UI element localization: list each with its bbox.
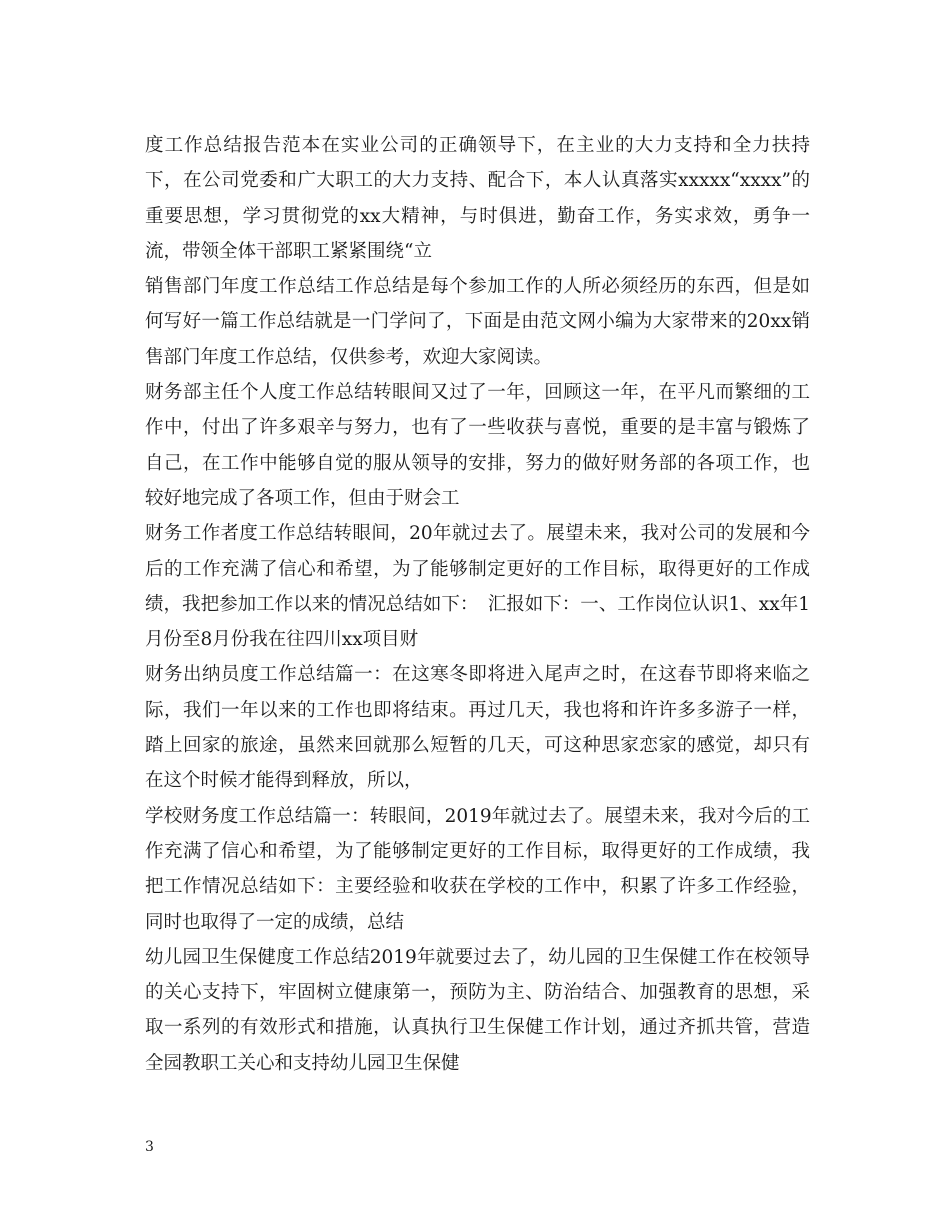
page-number: 3 [145,1139,154,1155]
document-body [145,128,810,1081]
paragraph-6: 学校财务度工作总结篇一：转眼间，2019年就过去了。展望未来，我对今后的工作充满了信心和希望，为了能够制定更好的工作目标，取得更好的工作成绩，我把工作情况总结如下：主要经验和收获在学校的工作中，积累了许多工作经验，同时也取得了一定的成绩，总结 [145,805,810,933]
paragraph-1: 度工作总结报告范本在实业公司的正确领导下，在主业的大力支持和全力扶持下，在公司党委和广大职工的大力支持、配合下，本人认真落实xxxxx“xxxx”的重要思想，学习贯彻党的xx大精神，与时俱进，勤奋工作，务实求效，勇争一流，带领全体干部职工紧紧围绕“立 [145,135,810,262]
paragraph-4: 财务工作者度工作总结转眼间，20年就过去了。展望未来，我对公司的发展和今后的工作充满了信心和希望，为了能够制定更好的工作目标，取得更好的工作成绩，我把参加工作以来的情况总结如下： 汇报如下：一、工作岗位认识1、xx年1月份至8月份我在往四川xx项目财 [145,523,810,651]
paragraph-5: 财务出纳员度工作总结篇一：在这寒冬即将进入尾声之时，在这春节即将来临之际，我们一年以来的工作也即将结束。再过几天，我也将和许许多多游子一样，踏上回家的旅途，虽然来回就那么短暂的几天，可这种思家恋家的感觉，却只有在这个时候才能得到释放，所以， [145,664,810,792]
paragraph-2: 销售部门年度工作总结工作总结是每个参加工作的人所必须经历的东西，但是如何写好一篇工作总结就是一门学问了，下面是由范文网小编为大家带来的20xx销售部门年度工作总结，仅供参考，欢迎大家阅读。 [145,276,810,368]
paragraph-3: 财务部主任个人度工作总结转眼间又过了一年，回顾这一年，在平凡而繁细的工作中，付出了许多艰辛与努力，也有了一些收获与喜悦，重要的是丰富与锻炼了自己，在工作中能够自觉的服从领导的安排，努力的做好财务部的各项工作，也较好地完成了各项工作，但由于财会工 [145,382,810,509]
paragraph-7: 幼儿园卫生保健度工作总结2019年就要过去了，幼儿园的卫生保健工作在校领导的关心支持下，牢固树立健康第一，预防为主、防治结合、加强教育的思想，采取一系列的有效形式和措施，认真执行卫生保健工作计划，通过齐抓共管，营造全园教职工关心和支持幼儿园卫生保健 [145,946,810,1074]
